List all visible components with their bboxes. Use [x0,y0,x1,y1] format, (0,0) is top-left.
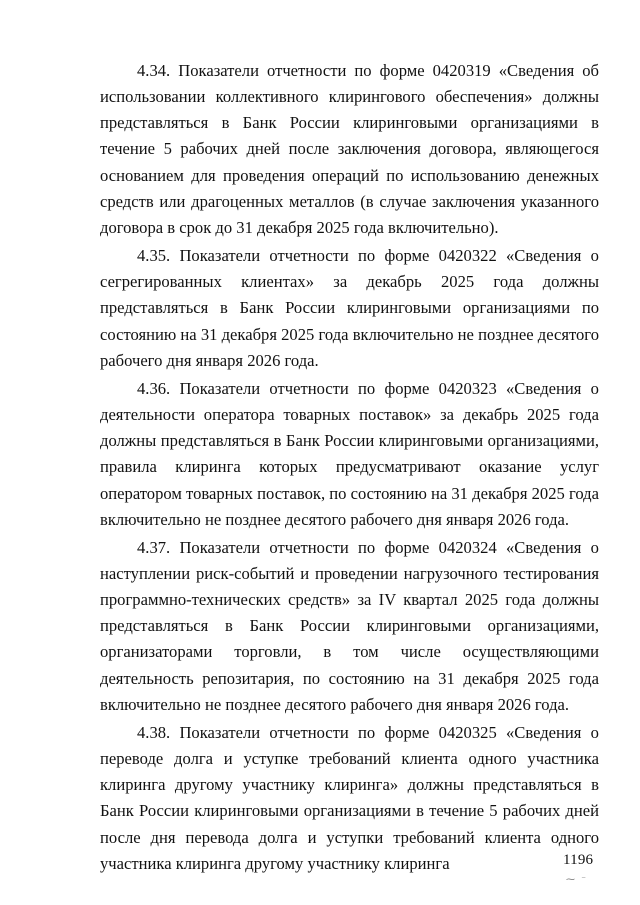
paragraph-4-37 [100,535,599,718]
paragraph-4-34 [100,58,599,241]
paragraph-text: Показатели отчетности по форме 0420323 «Сведения о деятельности оператора товарных поставок» за декабрь 2025 года должны представляться в Банк России клиринговыми организациями, правила клиринга которых предусматривают оказание услуг оператором товарных поставок, по состоянию на 31 декабря 2025 года включительно не позднее десятого рабочего дня января 2026 года. [100,378,599,529]
paragraph-text: Показатели отчетности по форме 0420319 «Сведения об использовании коллективного клирингового обеспечения» должны представляться в Банк России клиринговыми организациями в течение 5 рабочих дней после заключения договора, являющегося основанием для проведения операций по использованию денежных средств или драгоценных металлов (в случае заключения указанного договора в срок до 31 декабря 2025 года включительно). [100,61,599,237]
scan-artifact-mark: ⁓ ⁻ [566,874,589,884]
document-body [100,58,599,879]
paragraph-number: 4.36. [137,378,171,398]
paragraph-text: Показатели отчетности по форме 0420325 «Сведения о переводе долга и уступке требований клиента одного участника клиринга другому участнику клиринга» должны представляться в Банк России клиринговыми организациями в течение 5 рабочих дней после дня перевода долга и уступки требований клиента одного участника клиринга другому участнику клиринга [100,722,599,873]
paragraph-4-35 [100,243,599,374]
paragraph-4-38 [100,720,599,877]
paragraph-text: Показатели отчетности по форме 0420322 «Сведения о сегрегированных клиентах» за декабрь 2025 года должны представляться в Банк России клиринговыми организациями по состоянию на 31 декабря 2025 года включительно не позднее десятого рабочего дня января 2026 года. [100,246,599,370]
paragraph-number: 4.34. [137,61,171,80]
paragraph-text: Показатели отчетности по форме 0420324 «Сведения о наступлении риск-событий и проведении нагрузочного тестирования программно-технических средств» за IV квартал 2025 года должны представляться в Банк России клиринговыми организациями, организаторами торговли, в том числе осуществляющими деятельность репозитария, по состоянию на 31 декабря 2025 года включительно не позднее десятого рабочего дня января 2026 года. [100,537,599,714]
paragraph-number: 4.38. [137,722,171,742]
paragraph-number: 4.37. [137,537,171,557]
paragraph-number: 4.35. [137,246,171,266]
page-number: 1196 [563,852,594,868]
paragraph-4-36 [100,376,599,533]
